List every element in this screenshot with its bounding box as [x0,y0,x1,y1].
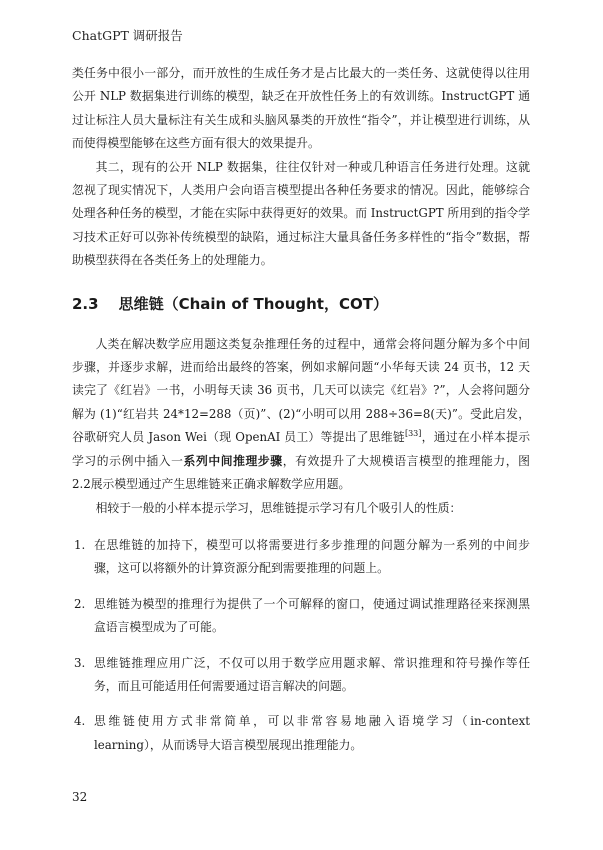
paragraph-intro: 相较于一般的小样本提示学习，思维链提示学习有几个吸引人的性质： [95,500,462,515]
list-item-text: 思维链为模型的推理行为提供了一个可解释的窗口，使通过调试推理路径来探测黑盒语言模型成为了可能。 [94,596,530,635]
paragraph: 其二，现有的公开 NLP 数据集，往往仅针对一种或几种语言任务进行处理。这就忽视了现实情况下，人类用户会向语言模型提出各种任务要求的情况。因此，能够综合处理各种任务的模型，才能在实际中获得更好的效果。而 InstructGPT 所用到的指令学习技术正好可以弥补传统模型的缺陷，通过标注大量具备任务多样性的“指令”数据，帮助模型获得在各类任务上的处理能力。 [72,159,530,268]
page-number: 32 [72,790,88,804]
list-item-text: 在思维链的加持下，模型可以将需要进行多步推理的问题分解为一系列的中间步骤，这可以将额外的计算资源分配到需要推理的问题上。 [94,537,530,576]
property-list [72,534,530,757]
paragraph-text: 人类在解决数学应用题这类复杂推理任务的过程中，通常会将问题分解为多个中间步骤，并逐步求解，进而给出最终的答案，例如求解问题“小华每天读 24 页书，12 天读完了《红岩》一书，小明每天读 36 页书，几天可以读完《红岩》?”，人会将问题分解为 (1)“红岩共 24*12=288（页)”、(2)“小明可以用 288÷36=8(天)”。受此启发，谷歌研究人员 Jason Wei（现 OpenAI 员工）等提出了思维链 [72,336,530,445]
body-text [72,62,530,757]
list-item [72,710,530,757]
section-number: 2.3 [72,294,99,313]
list-number: 2. [74,596,86,611]
list-item-text: 思维链推理应用广泛，不仅可以用于数学应用题求解、常识推理和符号操作等任务，而且可能适用任何需要通过语言解决的问题。 [94,655,530,693]
list-item [72,593,530,640]
bold-term: 系列中间推理步骤 [183,453,283,468]
list-item-text: 思维链使用方式非常简单，可以非常容易地融入语境学习（in-context learning），从而诱导大语言模型展现出推理能力。 [94,714,530,752]
list-item [72,534,530,581]
list-item [72,652,530,699]
paragraph: 类任务中很小一部分，而开放性的生成任务才是占比最大的一类任务、这就使得以往用公开 NLP 数据集进行训练的模型，缺乏在开放性任务上的有效训练。InstructGPT 通过让标注人员大量标注有关生成和头脑风暴类的开放性“指令”，并让模型进行训练，从而使得模型能够在这些方面有很大的效果提升。 [72,66,530,151]
paragraph-cot [72,333,530,497]
list-number: 3. [74,655,86,670]
list-number: 4. [74,714,86,729]
paragraph-text: ，通过在小样本提示学习的示例中插入一 [72,430,530,468]
section-title: 思维链（Chain of Thought，COT） [118,294,388,313]
section-heading [72,293,530,315]
list-number: 1. [74,537,86,552]
paragraph-text: ，有效提升了大规模语言模型的推理能力，图 2.2展示模型通过产生思维链来正确求解数学应用题。 [72,453,530,492]
citation-link[interactable]: [33] [404,429,422,439]
running-header: ChatGPT 调研报告 [72,28,183,43]
